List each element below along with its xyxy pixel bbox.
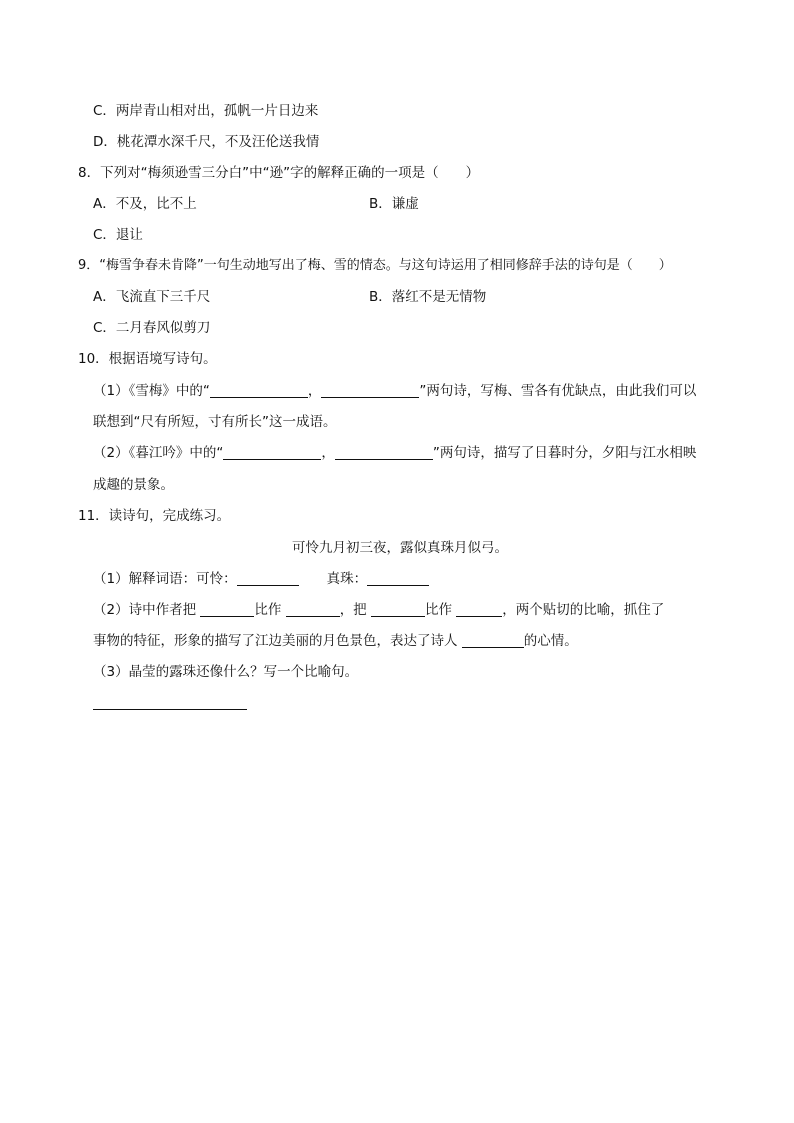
q10-part1 bbox=[93, 382, 696, 400]
q10-part2-prefix: （2）《暮江吟》中的“ bbox=[93, 445, 224, 461]
q11-part1-prefix: （1）解释词语：可怜： bbox=[93, 571, 237, 587]
answer-blank[interactable] bbox=[237, 571, 299, 586]
q10-part1-suffix: ”两句诗，写梅、雪各有优缺点，由此我们可以 bbox=[419, 383, 697, 399]
q11-part2-end: 的心情。 bbox=[523, 633, 578, 649]
q10-part1-comma: ， bbox=[307, 383, 322, 399]
q10-part2 bbox=[93, 444, 696, 462]
answer-blank[interactable] bbox=[371, 602, 425, 617]
q9-option-a: A．飞流直下三千尺 bbox=[93, 289, 211, 305]
q8-option-c: C．退让 bbox=[93, 227, 143, 243]
q8-option-b: B．谦虚 bbox=[369, 196, 419, 212]
q11-stem: 11．读诗句，完成练习。 bbox=[78, 508, 231, 524]
q11-part2-continued bbox=[93, 632, 578, 650]
q7-option-c: C．两岸青山相对出，孤帆一片日边来 bbox=[93, 103, 319, 119]
q10-part2-comma: ， bbox=[321, 445, 335, 461]
answer-blank[interactable] bbox=[367, 571, 429, 586]
q11-poem: 可怜九月初三夜，露似真珠月似弓。 bbox=[292, 540, 508, 556]
q11-part2 bbox=[93, 601, 664, 619]
answer-blank[interactable] bbox=[335, 445, 433, 460]
q10-stem: 10．根据语境写诗句。 bbox=[78, 351, 217, 367]
q8-option-a: A．不及，比不上 bbox=[93, 196, 197, 212]
q10-part1-prefix: （1）《雪梅》中的“ bbox=[93, 383, 210, 399]
q8-stem: 8．下列对“梅须逊雪三分白”中“逊”字的解释正确的一项是（ ） bbox=[78, 165, 480, 181]
answer-blank[interactable] bbox=[286, 602, 340, 617]
q9-option-c: C．二月春风似剪刀 bbox=[93, 320, 211, 336]
q9-stem: 9．“梅雪争春未肯降”一句生动地写出了梅、雪的情态。与这句诗运用了相同修辞手法的诗句是（ ） bbox=[78, 258, 672, 273]
q7-option-d: D．桃花潭水深千尺，不及汪伦送我情 bbox=[93, 134, 320, 150]
q9-option-b: B．落红不是无情物 bbox=[369, 289, 487, 305]
answer-blank[interactable] bbox=[210, 383, 308, 398]
q11-part1-zhenzhu: 真珠： bbox=[326, 571, 368, 587]
answer-blank[interactable] bbox=[321, 383, 419, 398]
answer-blank[interactable] bbox=[200, 602, 254, 617]
answer-blank[interactable] bbox=[456, 602, 502, 617]
q11-part2-ba: ，把 bbox=[339, 602, 367, 618]
q11-part2-bizuo1: 比作 bbox=[254, 602, 282, 618]
q11-part1 bbox=[93, 570, 429, 588]
q11-part3: （3）晶莹的露珠还像什么？写一个比喻句。 bbox=[93, 664, 359, 680]
q10-part2-suffix: ”两句诗，描写了日暮时分，夕阳与江水相映 bbox=[432, 445, 697, 461]
q11-part2-sentence: 事物的特征，形象的描写了江边美丽的月色景色，表达了诗人 bbox=[93, 633, 458, 649]
q10-part2-continued: 成趣的景象。 bbox=[93, 477, 174, 493]
answer-blank[interactable] bbox=[462, 633, 524, 648]
q11-part2-bizuo2: 比作 bbox=[424, 602, 452, 618]
q11-part2-prefix: （2）诗中作者把 bbox=[93, 602, 197, 618]
answer-blank[interactable] bbox=[223, 445, 321, 460]
q11-part2-suffix: ，两个贴切的比喻，抓住了 bbox=[502, 602, 665, 618]
q10-part1-continued: 联想到“尺有所短，寸有所长”这一成语。 bbox=[93, 414, 337, 430]
answer-line[interactable] bbox=[93, 709, 247, 710]
